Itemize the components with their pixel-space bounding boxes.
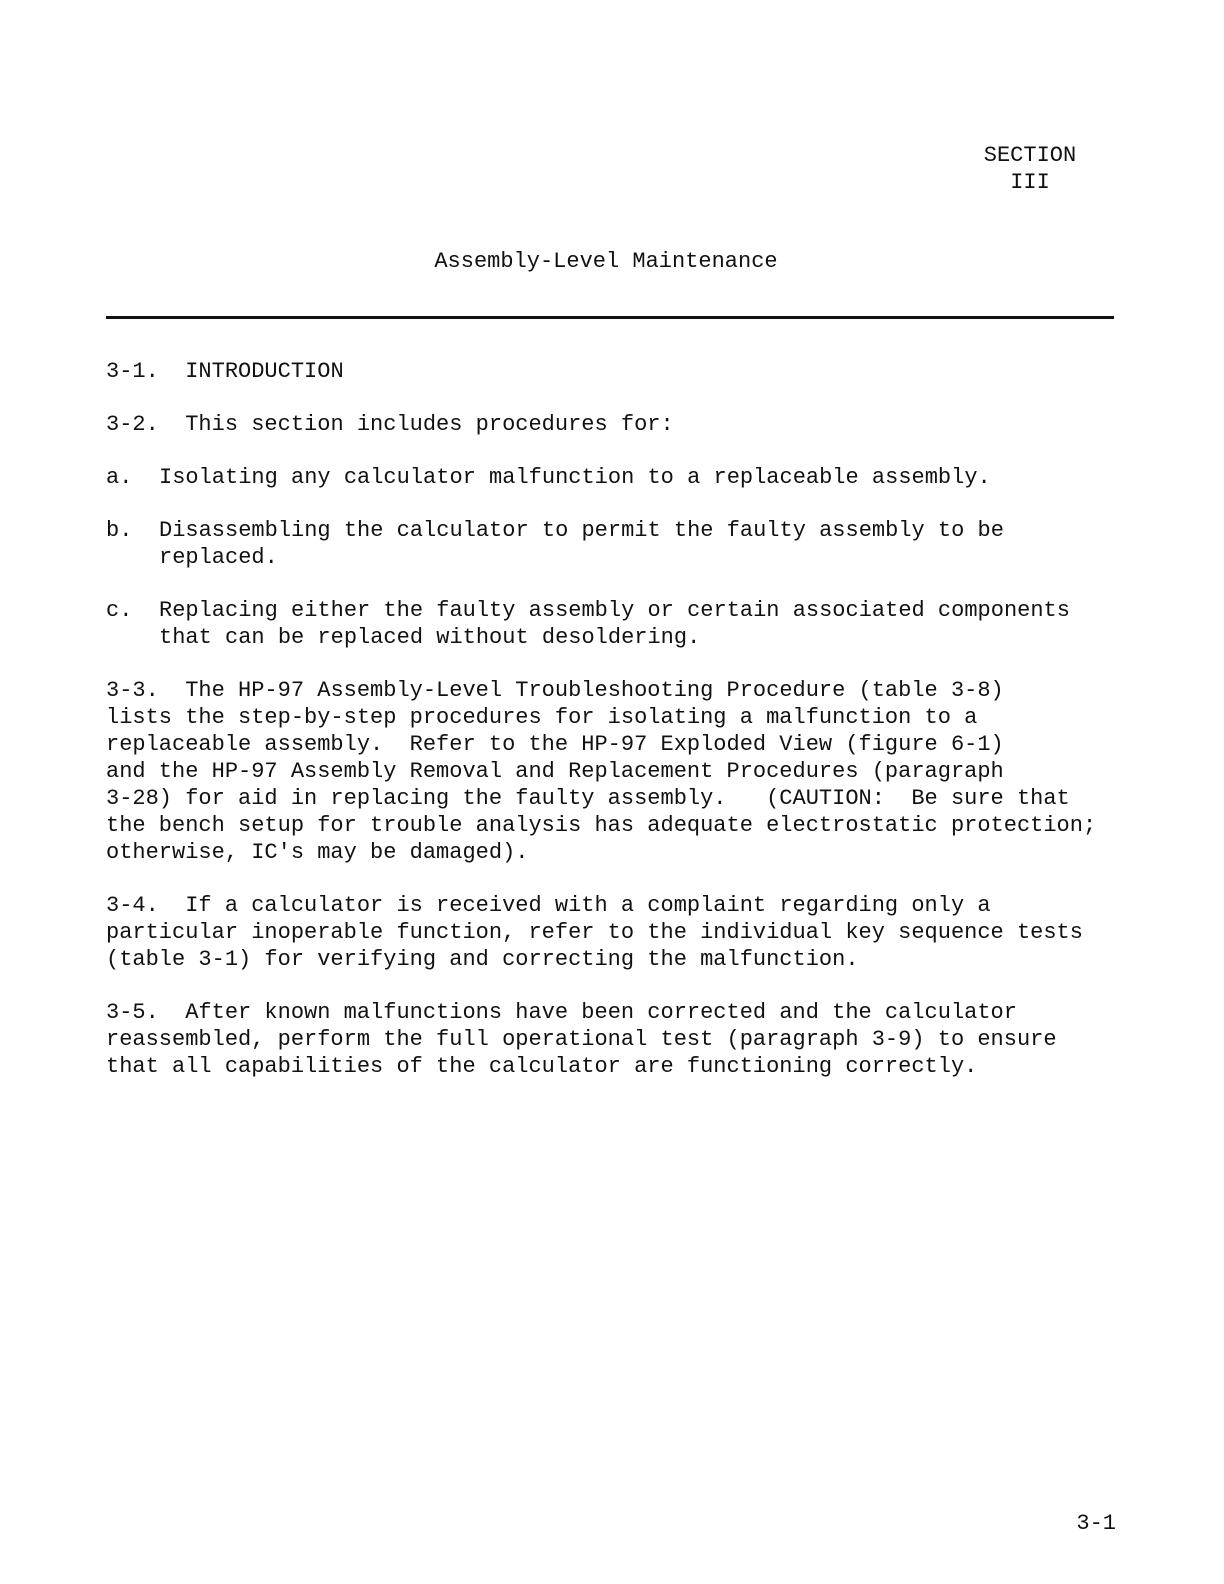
paragraph-number: 3-3. (106, 678, 159, 703)
paragraph-number: 3-5. (106, 1000, 159, 1025)
paragraph-number: 3-4. (106, 893, 159, 918)
section-heading: INTRODUCTION (185, 359, 344, 384)
section-label: SECTION (983, 143, 1077, 168)
paragraph-text: The HP-97 Assembly-Level Troubleshooting Procedure (table 3-8) lists the step-by-step procedures for isolating a malfunction to a replaceable assembly. Refer to the HP-97 Exploded View (figure 6-1) and the HP-97 Assembly Removal and Replacement Procedures (paragraph 3-28) for aid in replacing the faulty assembly. (CAUTION: Be sure that the bench setup for trouble analysis has adequate electrostatic protection; otherwise, IC's may be damaged). (106, 678, 1097, 865)
paragraph-number: 3-2. (106, 412, 159, 437)
list-item-c (106, 597, 1106, 651)
document-body (106, 358, 1106, 1106)
list-item-a (106, 464, 1106, 491)
title-divider (106, 316, 1114, 319)
section-number: III (1010, 170, 1050, 195)
list-text: Isolating any calculator malfunction to a replaceable assembly. (159, 465, 991, 490)
section-header (960, 142, 1100, 196)
list-item-b (106, 517, 1106, 571)
paragraph-3-4 (106, 892, 1106, 973)
paragraph-text: This section includes procedures for: (185, 412, 674, 437)
paragraph-3-1-heading (106, 358, 1106, 385)
list-marker: a. (106, 465, 133, 490)
list-text: Replacing either the faulty assembly or certain associated components that can be replaced without desoldering. (159, 598, 1070, 650)
paragraph-text: After known malfunctions have been corrected and the calculator reassembled, perform the full operational test (paragraph 3-9) to ensure that all capabilities of the calculator are functioning correctly. (106, 1000, 1057, 1079)
page-title: Assembly-Level Maintenance (434, 249, 778, 274)
paragraph-number: 3-1. (106, 359, 159, 384)
paragraph-3-2 (106, 411, 1106, 438)
paragraph-text: If a calculator is received with a complaint regarding only a particular inoperable function, refer to the individual key sequence tests (table 3-1) for verifying and correcting the malfunction. (106, 893, 1083, 972)
page-number: 3-1 (1076, 1511, 1116, 1536)
list-marker: b. (106, 518, 133, 543)
list-marker: c. (106, 598, 133, 623)
paragraph-3-5 (106, 999, 1106, 1080)
paragraph-3-3 (106, 677, 1106, 866)
list-text: Disassembling the calculator to permit the faulty assembly to be replaced. (159, 518, 1004, 570)
